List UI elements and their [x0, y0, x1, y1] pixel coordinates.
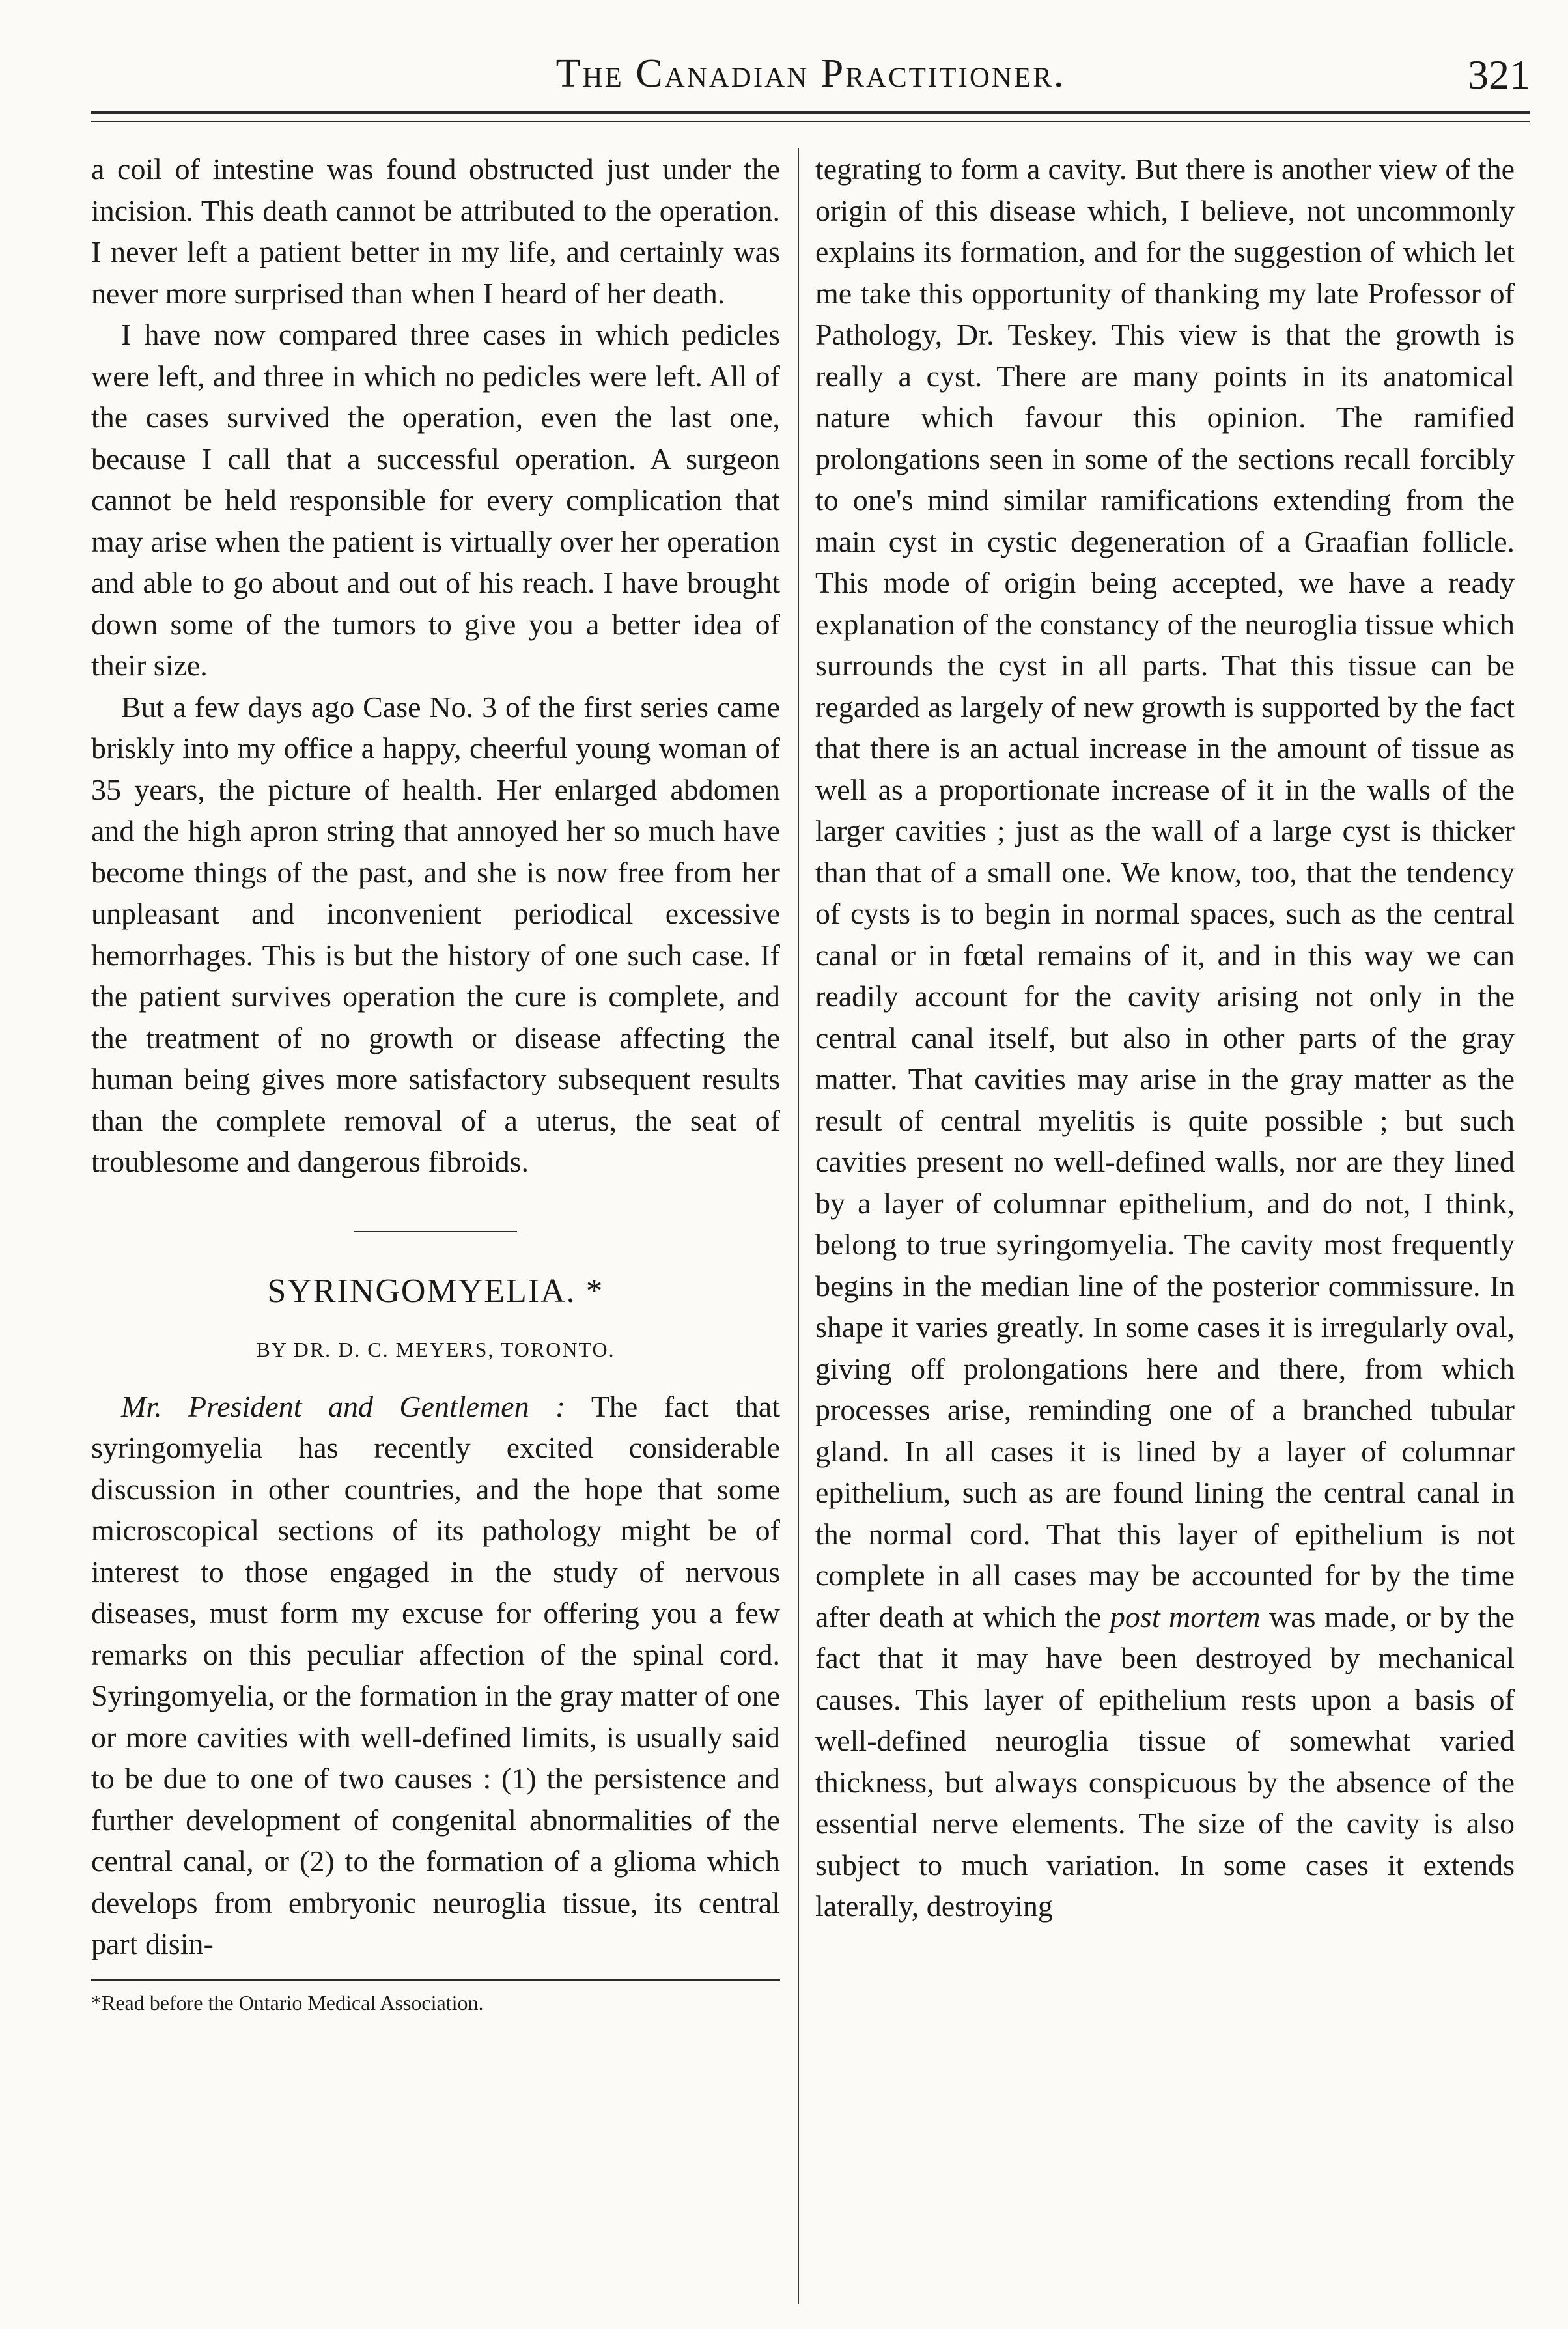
left-paragraph-4: [91, 1386, 780, 1965]
page-header: [91, 51, 1530, 103]
salutation: Mr. President and Gentlemen :: [121, 1389, 566, 1423]
footnote-rule: [91, 1979, 780, 1981]
left-paragraph-3: But a few days ago Case No. 3 of the first series came briskly into my office a happy, cheerful young woman of 35 years, the picture of health. Her enlarged abdomen and the high apron string that annoyed her so much have become things of the past, and she is now free from her unpleasant and inconvenient periodical excessive hemorrhages. This is but the history of one such case. If the patient survives operation the cure is complete, and the treatment of no growth or disease affecting the human being gives more satisfactory subsequent results than the complete removal of a uterus, the seat of troublesome and dangerous fibroids.: [91, 690, 780, 1178]
article-byline: BY DR. D. C. MEYERS, TORONTO.: [256, 1337, 615, 1361]
right-paragraph-1b: was made, or by the fact that it may have been destroyed by mechanical causes. This layer of epithelium rests upon a basis of well-defined neuroglia tissue of somewhat varied thickness, but always conspicuous by the absence of the essential nerve elements. The size of the cavity is also subject to much variation. In some cases it extends laterally, destroying: [815, 1600, 1515, 1923]
right-column: [815, 148, 1515, 2304]
header-rule-thin: [91, 121, 1530, 122]
right-paragraph-1: [815, 148, 1515, 1927]
left-paragraph-4-text: The fact that syringomyelia has recently excited considerable discussion in other countries, and the hope that some microscopical sections of its pathology might be of interest to those engaged in the study of nervous diseases, must form my excuse for offering you a few remarks on this peculiar affection of the spinal cord. Syringomyelia, or the formation in the gray matter of one or more cavities with well-defined limits, is usually said to be due to one of two causes : (1) the persistence and further development of congenital abnormalities of the central canal, or (2) to the formation of a glioma which develops from embryonic neuroglia tissue, its central part disin-: [91, 1389, 780, 1960]
footnote: *Read before the Ontario Medical Association.: [91, 1990, 484, 2014]
column-divider: [798, 148, 799, 2304]
header-rule-thick: [91, 111, 1530, 114]
left-paragraph-1: a coil of intestine was found obstructed just under the incision. This death cannot be attributed to the operation. I never left a patient better in my life, and certainly was never more surprised than when I heard of her death.: [91, 152, 780, 310]
right-paragraph-1a: tegrating to form a cavity. But there is another view of the origin of this disease which, I believe, not uncommonly explains its formation, and for the suggestion of which let me take this opportunity of thanking my late Professor of Pathology, Dr. Teskey. This view is that the growth is really a cyst. There are many points in its anatomical nature which favour this opinion. The ramified prolongations seen in some of the sections recall forcibly to one's mind similar ramifications extending from the main cyst in cystic degeneration of a Graafian follicle. This mode of origin being accepted, we have a ready explanation of the constancy of the neuroglia tissue which surrounds the cyst in all parts. That this tissue can be regarded as largely of new growth is supported by the fact that there is an actual increase in the amount of tissue as well as a proportionate increase of it in the walls of the larger cavities ; just as the wall of a large cyst is thicker than that of a small one. We know, too, that the tendency of cysts is to begin in normal spaces, such as the central canal or in fœtal remains of it, and in this way we can readily account for the cavity arising not only in the central canal itself, but also in other parts of the gray matter. That cavities may arise in the gray matter as the result of central myelitis is quite possible ; but such cavities present no well-defined walls, nor are they lined by a layer of columnar epithelium, and do not, I think, belong to true syringomyelia. The cavity most frequently begins in the median line of the posterior commissure. In shape it varies greatly. In some cases it is irregularly oval, giving off prolongations here and there, from which processes arise, reminding one of a branched tubular gland. In all cases it is lined by a layer of columnar epithelium, such as are found lining the central canal in the normal cord. That this layer of epithelium is not complete in all cases may be accounted for by the time after death at which the: [815, 152, 1515, 1633]
left-column: [91, 148, 780, 2304]
section-separator: [354, 1231, 517, 1232]
left-paragraph-2: I have now compared three cases in which pedicles were left, and three in which no pedicles were left. All of the cases survived the operation, even the last one, because I call that a successful operation. A surgeon cannot be held responsible for every complication that may arise when the patient is virtually over her operation and able to go about and out of his reach. I have brought down some of the tumors to give you a better idea of their size.: [91, 318, 780, 682]
article-title: SYRINGOMYELIA. *: [267, 1272, 604, 1310]
post-mortem-italic: post mortem: [1110, 1600, 1261, 1633]
running-title: The Canadian Practitioner.: [555, 51, 1066, 96]
page-number: 321: [1468, 51, 1530, 98]
